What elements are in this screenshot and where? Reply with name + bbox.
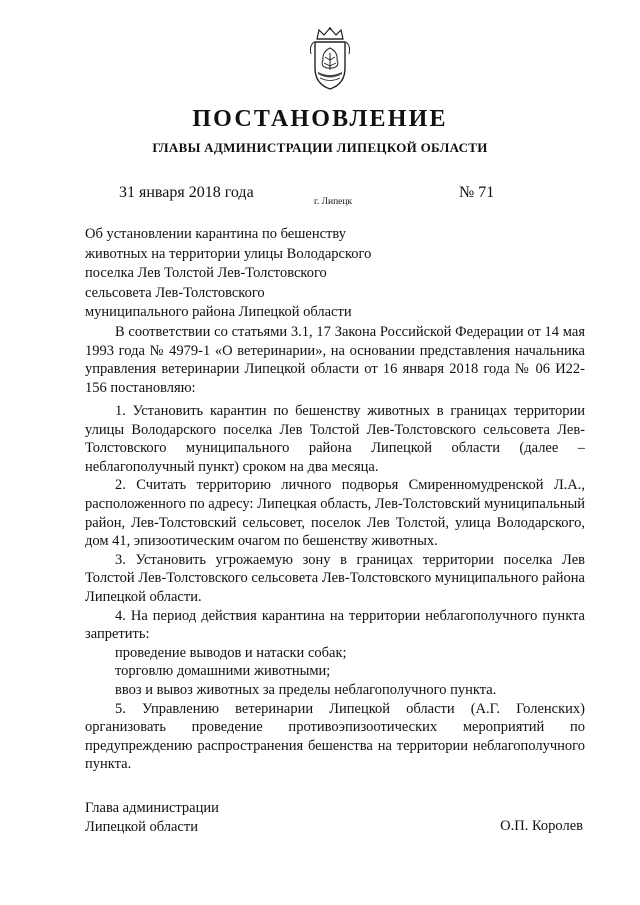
document-city: г. Липецк (314, 197, 353, 207)
document-subject (85, 225, 415, 323)
coat-of-arms-icon (305, 26, 355, 92)
resolution-items (85, 402, 585, 774)
resolution-item-4: 4. На период действия карантина на территории неблагополучного пункта запретить: (85, 607, 585, 643)
prohibition-item: ввоз и вывоз животных за пределы неблагополучного пункта. (115, 681, 497, 698)
document-preamble (85, 323, 585, 397)
resolution-item-5: 5. Управлению ветеринарии Липецкой области (А.Г. Голенских) организовать проведение противоэпизоотических мероприятий по предупреждению распространения бешенства на территории неблагополучного пункта. (85, 700, 585, 773)
signatory-position-line: Липецкой области (85, 819, 198, 836)
subject-line: муниципального района Липецкой области (85, 304, 352, 321)
prohibition-item: проведение выводов и натаски собак; (115, 644, 347, 661)
subject-line: животных на территории улицы Володарского (85, 245, 372, 262)
prohibition-item: торговлю домашними животными; (115, 663, 331, 680)
document-title: ПОСТАНОВЛЕНИЕ (192, 106, 448, 132)
subject-line: сельсовета Лев-Толстовского (85, 284, 265, 301)
document-number: № 71 (459, 184, 495, 201)
subject-line: Об установлении карантина по бешенству (85, 226, 346, 242)
resolution-item-2: 2. Считать территорию личного подворья Смиренномудренской Л.А., расположенного по адресу: Липецкая область, Лев-Толстовский муниципальный район, Лев-Толстовский сельсовет, поселок Лев Толстой, улица Володарского, дом 41, эпизоотическим очагом по бешенству животных. (85, 477, 585, 550)
document-issuer: ГЛАВЫ АДМИНИСТРАЦИИ ЛИПЕЦКОЙ ОБЛАСТИ (152, 140, 488, 155)
resolution-item-1: 1. Установить карантин по бешенству животных в границах территории улицы Володарского поселка Лев Толстой Лев-Толстовского сельсовета Лев-Толстовского муниципального района Липецкой области (далее – неблагополучный пункт) сроком на два месяца. (85, 403, 585, 475)
preamble-paragraph: В соответствии со статьями 3.1, 17 Закона Российской Федерации от 14 мая 1993 года № 4979-1 «О ветеринарии», на основании представления начальника управления ветеринарии Липецкой области от 16 января 2018 года № 06 И22-156 постановляю: (85, 324, 585, 396)
signatory-position (85, 799, 219, 838)
signatory-name: О.П. Королев (500, 818, 583, 834)
signatory-position-line: Глава администрации (85, 800, 219, 816)
document-date: 31 января 2018 года (119, 184, 254, 201)
subject-line: поселка Лев Толстой Лев-Толстовского (85, 265, 327, 282)
resolution-item-3: 3. Установить угрожаемую зону в границах территории поселка Лев Толстой Лев-Толстовского сельсовета Лев-Толстовского муниципального района Липецкой области. (85, 551, 585, 605)
